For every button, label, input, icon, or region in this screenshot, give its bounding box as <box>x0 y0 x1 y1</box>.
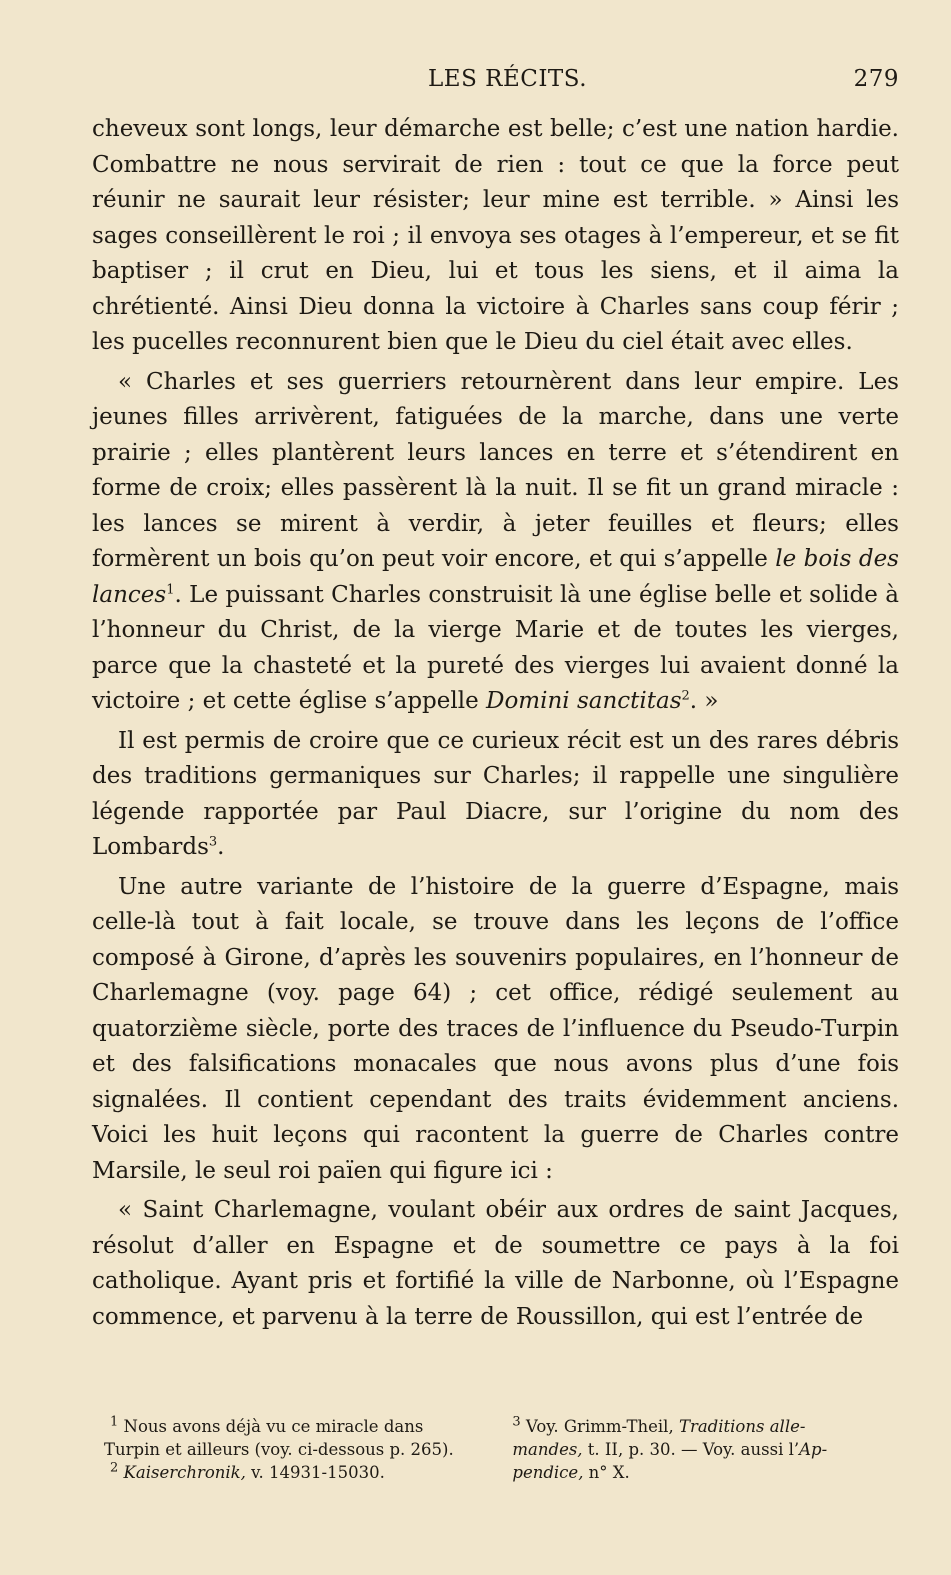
footnote-3-italic-d: pendice, <box>512 1463 584 1482</box>
paragraph-3-text-b: . <box>217 834 225 860</box>
footnote-3-text-a: Voy. Grimm-Theil, <box>525 1417 679 1436</box>
page-number: 279 <box>853 66 899 92</box>
page-header <box>92 52 899 112</box>
footnote-3-mark: 3 <box>512 1414 521 1430</box>
footnote-3-text-b: t. II, p. 30. — Voy. aussi l’ <box>582 1440 800 1459</box>
footnotes-left-column <box>104 1414 497 1484</box>
italic-domini-sanctitas: Domini sanctitas <box>486 688 682 714</box>
italic-bois-des-lances: le bois des lances <box>92 546 899 608</box>
footnote-2-text: v. 14931-15030. <box>245 1463 385 1482</box>
body-text <box>92 112 899 1335</box>
footnote-ref-2[interactable]: 2 <box>681 688 690 704</box>
footnote-2-italic: Kaiserchronik, <box>123 1463 246 1482</box>
footnote-2 <box>110 1461 497 1484</box>
paragraph-4-text: Une autre variante de l’histoire de la guerre d’Espagne, mais celle-là tout à fait locale, se trouve dans les leçons de l’office composé à Girone, d’après les souvenirs populaires, en l’honneur de Charlemagne (voy. page 64) ; cet office, rédigé seulement au quatorzième siècle, porte des traces de l’influence du Pseudo-Turpin et des falsifications monacales que nous avons plus d’une fois signalées. Il contient cependant des traits évidemment anciens. Voici les huit leçons qui racontent la guerre de Charles contre Marsile, le seul roi païen qui figure ici : <box>92 873 899 1184</box>
footnote-1-continued <box>104 1438 497 1461</box>
paragraph-2 <box>92 365 899 720</box>
paragraph-5 <box>92 1193 899 1335</box>
paragraph-5-text: « Saint Charlemagne, voulant obéir aux ordres de saint Jacques, résolut d’aller en Espagne et de soumettre ce pays à la foi catholique. Ayant pris et fortifié la ville de Narbonne, où l’Espagne commence, et parvenu à la terre de Roussillon, qui est l’entrée de <box>92 1197 899 1330</box>
footnote-3-italic-c: Ap- <box>799 1440 828 1459</box>
running-title: LES RÉCITS. <box>428 66 588 92</box>
footnote-1-mark: 1 <box>110 1414 119 1430</box>
footnote-3-italic-a: Traditions alle- <box>678 1417 806 1436</box>
paragraph-1-text: cheveux sont longs, leur démarche est belle; c’est une nation hardie. Combattre ne nous servirait de rien : tout ce que la force peut réunir ne saurait leur résister; leur mine est terrible. » Ainsi les sages conseillèrent le roi ; il envoya ses otages à l’empereur, et se fit baptiser ; il crut en Dieu, lui et tous les siens, et il aima la chrétienté. Ainsi Dieu donna la victoire à Charles sans coup férir ; les pucelles reconnurent bien que le Dieu du ciel était avec elles. <box>92 116 899 355</box>
paragraph-2-text-c: . » <box>689 688 719 714</box>
footnotes-right-column <box>512 1415 899 1484</box>
footnote-ref-1[interactable]: 1 <box>166 581 175 597</box>
paragraph-4 <box>92 870 899 1190</box>
footnote-2-mark: 2 <box>110 1460 119 1476</box>
paragraph-2-text-b: . Le puissant Charles construisit là une église belle et solide à l’honneur du Christ, de la vierge Marie et de toutes les vierges, parce que la chasteté et la pureté des vierges lui avaient donné la victoire ; et cette église s’appelle <box>92 581 899 714</box>
paragraph-3-text-a: Il est permis de croire que ce curieux récit est un des rares débris des traditions germaniques sur Charles; il rappelle une singulière légende rapportée par Paul Diacre, sur l’origine du nom des Lombards <box>92 727 899 860</box>
footnote-ref-3[interactable]: 3 <box>208 834 218 850</box>
footnote-1 <box>110 1415 497 1438</box>
footnote-3-italic-b: mandes, <box>512 1440 583 1459</box>
footnotes <box>104 1414 899 1484</box>
footnote-3 <box>512 1415 899 1484</box>
footnote-1-cont-text: Turpin et ailleurs (voy. ci-dessous p. 265). <box>104 1440 454 1459</box>
paragraph-1 <box>92 112 899 361</box>
paragraph-3 <box>92 724 899 866</box>
footnote-3-text-c: n° X. <box>583 1463 630 1482</box>
footnote-1-text: Nous avons déjà vu ce miracle dans <box>123 1417 424 1436</box>
paragraph-2-text-a: « Charles et ses guerriers retournèrent dans leur empire. Les jeunes filles arrivèrent, fatiguées de la marche, dans une verte prairie ; elles plantèrent leurs lances en terre et s’étendirent en forme de croix; elles passèrent là la nuit. Il se fit un grand miracle : les lances se mirent à verdir, à jeter feuilles et fleurs; elles formèrent un bois qu’on peut voir encore, et qui s’appelle <box>92 368 899 572</box>
